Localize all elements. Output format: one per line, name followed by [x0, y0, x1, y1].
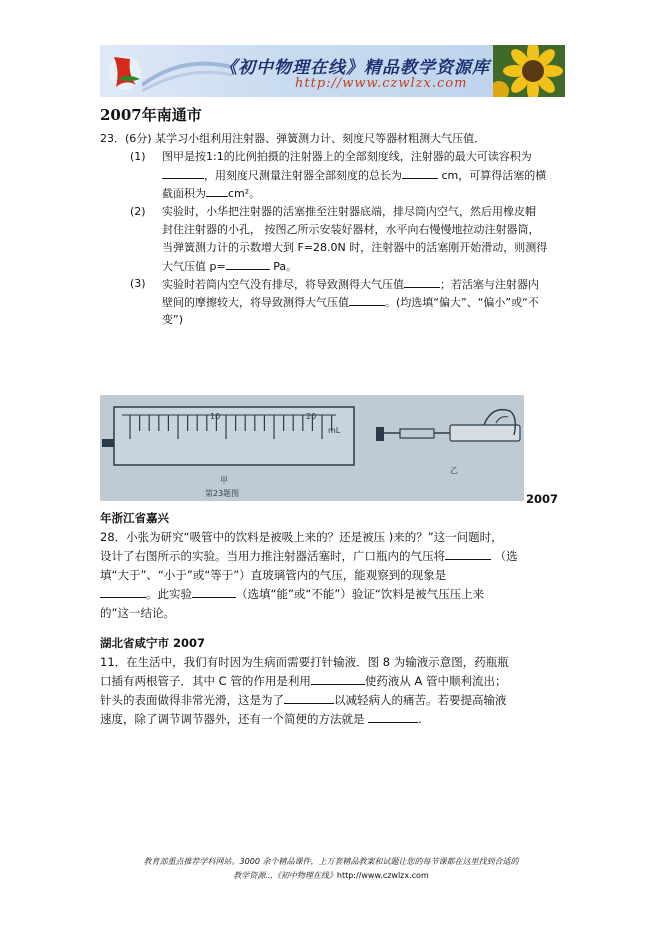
- question-11-line-1: 11．在生活中，我们有时因为生病而需要打针输液．图 8 为输液示意图，药瓶瓶: [100, 655, 509, 669]
- question-28-line-4: 。此实验 （选填“能”或“不能”）验证“饮料是被气压压上来: [100, 585, 484, 605]
- footer-line-1: 教育部重点推荐学科网站。3000 余个精品课件，上万套精品教案和试题让您的每节课都在这里找到合适的: [143, 857, 519, 866]
- answer-blank-length[interactable]: [402, 166, 438, 179]
- answer-blank-area[interactable]: [206, 184, 228, 197]
- answer-blank-bottle-pressure[interactable]: [445, 547, 491, 560]
- header-banner: [100, 45, 565, 97]
- banner-url[interactable]: http://www.czwlzx.com: [295, 76, 468, 91]
- site-logo-icon: [106, 49, 144, 93]
- part-3-line-2: 壁间的摩擦较大，将导致测得大气压值 。(均选填“偏大”、“偏小”或“不: [162, 293, 539, 312]
- answer-blank-pressure[interactable]: [226, 257, 270, 270]
- section-heading-jiaxing-year: 2007: [526, 492, 559, 506]
- answer-blank-smooth-needle[interactable]: [284, 691, 334, 704]
- syringe-figure-illustration: [100, 395, 524, 501]
- banner-title: 《初中物理在线》精品教学资源库: [220, 58, 490, 78]
- question-28-line-1: 28．小张为研究“吸管中的饮料是被吸上来的？还是被压 )来的？”这一问题时，: [100, 530, 503, 544]
- section-heading-nantong: 2007年南通市: [100, 106, 202, 124]
- part-2-line-4: 大气压值 p= Pa。: [162, 257, 297, 276]
- answer-blank-speed-method[interactable]: [368, 710, 418, 723]
- part-1-line-1: 图甲是按1:1的比例拍摄的注射器上的全部刻度线，注射器的最大可读容积为: [162, 150, 532, 163]
- sunflower-icon: [493, 45, 565, 97]
- question-23-stem: 23．(6分) 某学习小组利用注射器、弹簧测力计、刻度尺等器材粗测大气压值．: [100, 132, 486, 145]
- section-heading-xianning: 湖北省咸宁市 2007: [100, 636, 206, 650]
- part-2-line-1: 实验时，小华把注射器的活塞推至注射器底端，排尽筒内空气，然后用橡皮帽: [162, 205, 536, 218]
- footer-link[interactable]: http://www.czwlzx.com: [336, 871, 429, 880]
- tick-label-20: 20: [306, 412, 317, 421]
- figure-23: [100, 395, 524, 501]
- answer-blank-can-verify[interactable]: [192, 585, 236, 598]
- question-28-line-3: 填“大于”、“小于”或“等于”）直玻璃管内的气压，能观察到的现象是: [100, 568, 447, 582]
- part-2-line-3: 当弹簧测力计的示数增大到 F=28.0N 时，注射器中的活塞刚开始滑动，则测得: [162, 241, 548, 254]
- footer-line-2: [101, 870, 561, 881]
- answer-blank-air-effect[interactable]: [404, 275, 440, 288]
- figure-caption: 第23题图: [205, 489, 240, 498]
- section-heading-jiaxing: 年浙江省嘉兴: [100, 511, 169, 525]
- unit-label: mL: [328, 426, 341, 435]
- part-1-line-2: ，用刻度尺测量注射器全部刻度的总长为 cm，可算得活塞的横: [162, 166, 546, 185]
- part-1-line-3: 截面积为 cm²。: [162, 184, 260, 203]
- answer-blank-phenomenon[interactable]: [100, 585, 146, 598]
- part-2-line-2: 封住注射器的小孔， 按图乙所示安装好器材，水平向右慢慢地拉动注射器筒，: [162, 223, 540, 236]
- part-3-line-1: 实验时若筒内空气没有排尽，将导致测得大气压值 ；若活塞与注射器内: [162, 275, 539, 294]
- question-11-line-3: 针头的表面做得非常光滑，这是为了 以减轻病人的痛苦。若要提高输液: [100, 693, 507, 707]
- question-28-line-5: 的”这一结论。: [100, 606, 175, 620]
- answer-blank-volume[interactable]: [162, 166, 204, 179]
- question-11-line-2: 口插有两根管子．其中 C 管的作用是利用 使药液从 A 管中顺利流出；: [100, 674, 507, 688]
- footer-resource-text: 教学资源...《初中物理在线》: [233, 871, 337, 880]
- answer-blank-friction-effect[interactable]: [349, 293, 385, 306]
- banner-swoosh: [142, 45, 232, 97]
- part-1-number: (1): [130, 150, 146, 163]
- part-3-number: (3): [130, 277, 146, 290]
- question-28-line-2: 设计了右图所示的实验。当用力推注射器活塞时，广口瓶内的气压将 （选: [100, 549, 518, 563]
- part-3-line-3: 变”): [162, 313, 183, 326]
- label-yi: 乙: [450, 466, 458, 475]
- question-11-line-4: 速度，除了调节调节器外，还有一个简便的方法就是 .: [100, 712, 422, 726]
- part-2-number: (2): [130, 205, 146, 218]
- answer-blank-c-tube[interactable]: [311, 672, 365, 685]
- label-jia: 甲: [220, 476, 228, 485]
- tick-label-10: 10: [210, 412, 221, 421]
